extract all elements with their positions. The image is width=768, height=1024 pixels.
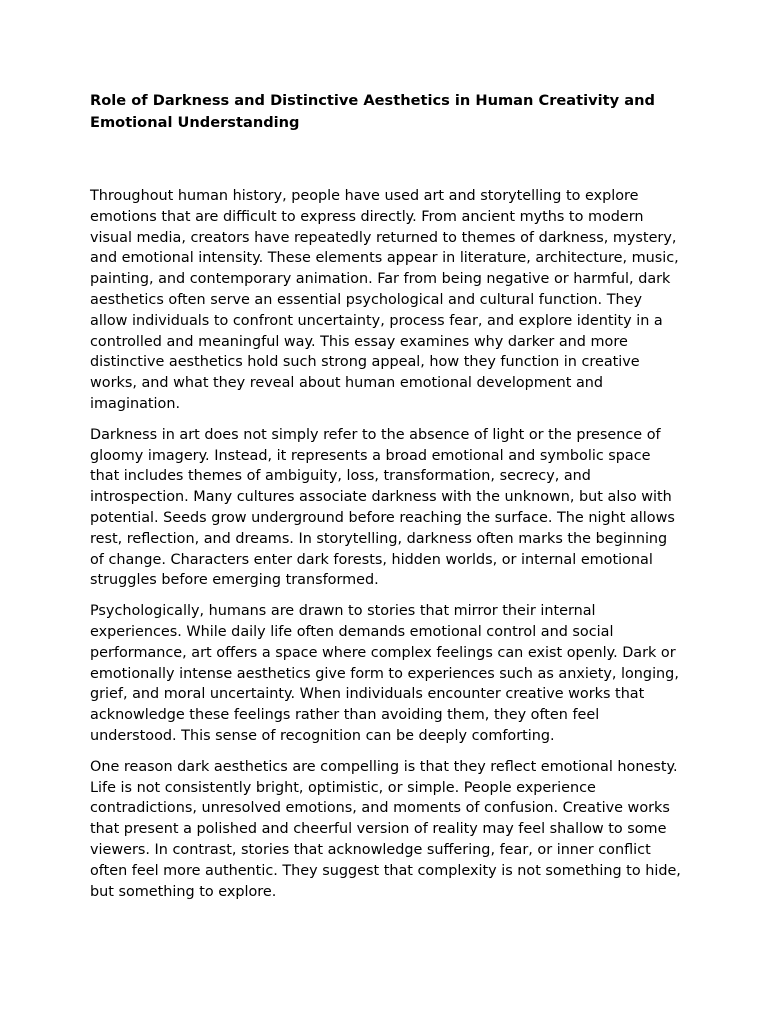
document-title: Role of Darkness and Distinctive Aesthetics in Human Creativity and Emotional Understanding — [90, 92, 655, 131]
body-paragraph: Throughout human history, people have used art and storytelling to explore emotions that are difficult to express directly. From ancient myths to modern visual media, creators have repeatedly returned to themes of darkness, mystery, and emotional intensity. These elements appear in literature, architecture, music, painting, and contemporary animation. Far from being negative or harmful, dark aesthetics often serve an essential psychological and cultural function. They allow individuals to confront uncertainty, process fear, and explore identity in a controlled and meaningful way. This essay examines why darker and more distinctive aesthetics hold such strong appeal, how they function in creative works, and what they reveal about human emotional development and imagination. — [90, 188, 679, 412]
body-paragraph: Darkness in art does not simply refer to the absence of light or the presence of gloomy imagery. Instead, it represents a broad emotional and symbolic space that includes themes of ambiguity, loss, transformation, secrecy, and introspection. Many cultures associate darkness with the unknown, but also with potential. Seeds grow underground before reaching the surface. The night allows rest, reflection, and dreams. In storytelling, darkness often marks the beginning of change. Characters enter dark forests, hidden worlds, or internal emotional struggles before emerging transformed. — [90, 426, 675, 589]
document-page — [90, 90, 682, 912]
body-paragraph: Psychologically, humans are drawn to stories that mirror their internal experiences. While daily life often demands emotional control and social performance, art offers a space where complex feelings can exist openly. Dark or emotionally intense aesthetics give form to experiences such as anxiety, longing, grief, and moral uncertainty. When individuals encounter creative works that acknowledge these feelings rather than avoiding them, they often feel understood. This sense of recognition can be deeply comforting. — [90, 603, 679, 744]
document-body — [90, 186, 682, 902]
body-paragraph: One reason dark aesthetics are compelling is that they reflect emotional honesty. Life is not consistently bright, optimistic, or simple. People experience contradictions, unresolved emotions, and moments of confusion. Creative works that present a polished and cheerful version of reality may feel shallow to some viewers. In contrast, stories that acknowledge suffering, fear, or inner conflict often feel more authentic. They suggest that complexity is not something to hide, but something to explore. — [90, 758, 681, 900]
